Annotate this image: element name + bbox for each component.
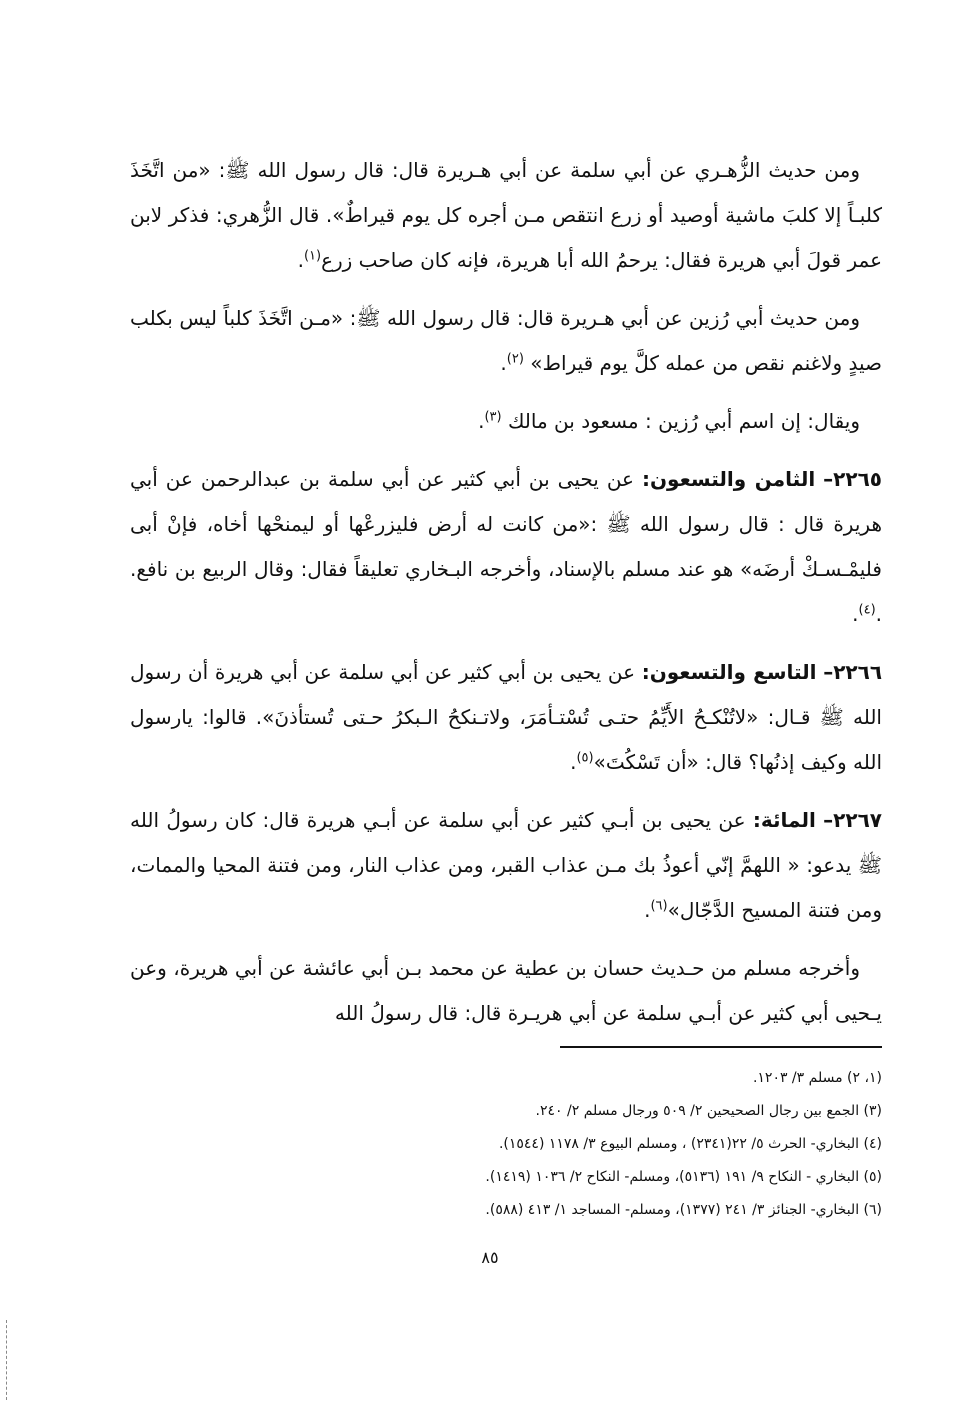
paragraph-razin-name: ويقال: إن اسم أبي رُزين : مسعود بن مالك $^{(٣)}$. [478,409,860,433]
hadith-number: ٢٢٦٧– [823,808,882,832]
hadith-2267: ٢٢٦٧– المائة: عن يحيى بن أبـي كثير عن أبي سلمة عن أبـي هريرة قال: كان رسولُ الله ﷺ يدعو: « اللهمَّ إنّي أعوذُ بك مـن عذاب القبر، ومن عذاب النار، ومن فتنة المحيا والممات، ومن فتنة المسيح الدَّجّال»$^{(٦)}$. [130,808,882,922]
hadith-number: ٢٢٦٦– [823,660,883,684]
footnote-ref: (٣) [484,409,502,425]
paragraph-muslim-ref [130,946,882,1036]
hadith-text: عن يحيى بن أبي كثير عن أبي سلمة بن عبدالرحمن عن أبي هريرة قال : قال رسول الله ﷺ :«من كانت له أرض فليزرعْها أو ليمنحْها أخاه، فإنْ أبى فليمْـسـكْ أرضَه» هو عند مسلم بالإسناد، وأخرجه البـخاري تعليقاً فقال: وقال الربيع بن نافع. . [130,467,882,626]
footnotes [300,1062,882,1227]
hadith-text: عن يحيى بن أبـي كثير عن أبي سلمة عن أبـي هريرة قال: كان رسولُ الله ﷺ يدعو: « اللهمَّ إنّي أعوذُ بك مـن عذاب القبر، ومن عذاب النار، ومن فتنة المحيا والممات، ومن فتنة المسيح الدَّجّال» [130,808,882,922]
paragraph-text: ومن حديث الزُّهـري عن أبي سلمة عن أبي هـريرة قال: قال رسول الله ﷺ: «من اتَّخَذَ كلبـاً إلا كلبَ ماشية أوصيد أو زرع انتقص مـن أجره كل يوم قيراطٌ». قال الزُّهري: فذكر لابن عمر قولَ أبي هريرة فقال: يرحمُ الله أبا هريرة، فإنه كان صاحب زرع [130,158,882,272]
footnote-item: (٤) البخاري- الحرث ٥/ ٢٢(٢٣٤١) ، ومسلم البيوع ٣/ ١١٧٨ (١٥٤٤). [498,1136,882,1152]
hadith-title: الثامن والتسعون: [641,467,816,491]
footnote-ref: (٦) [650,898,668,914]
hadith-number: ٢٢٦٥– [823,467,882,491]
footnote-ref: (١) [303,248,322,264]
footnote-ref: (٢) [506,351,524,367]
footnote-item: (٣) الجمع بين رجال الصحيحين ٢/ ٥٠٩ ورجال مسلم ٢/ ٢٤٠. [535,1103,882,1119]
page-number: ٨٥ [481,1248,499,1267]
main-text [130,148,882,1049]
scan-edge-mark [6,1320,7,1400]
footnote-ref: (٤) [858,602,876,618]
footnote-ref: (٥) [576,750,594,766]
hadith-text: عن يحيى بن أبي كثير عن أبي سلمة عن أبي هريرة أن رسول الله ﷺ قـال: «لاتُنْكـحُ الأَيِّمُ حتـى تُسْتـأمَرَ، ولاتـنكحُ الـبكرُ حـتى تُستأذنَ». قالوا: يارسول الله وكيف إذنُها؟ قال: «أن تَسْكُتَ» [130,660,882,774]
paragraph-text: وأخرجه مسلم من حـديث حسان بن عطية عن محمد بـن أبي عائشة عن أبي هريرة، وعن يـحيى أبي كثير عن أبـي سلمة عن أبي هريـرة قال: قال رسولُ الله [130,956,882,1025]
hadith-title: التاسع والتسعون: [641,660,817,684]
paragraph-text: ويقال: إن اسم أبي رُزين : مسعود بن مالك [507,409,860,433]
hadith-title: المائة: [752,808,816,832]
footnote-item: (١، ٢) مسلم ٣/ ١٢٠٣. [752,1070,882,1086]
hadith-2265: ٢٢٦٥– الثامن والتسعون: عن يحيى بن أبي كثير عن أبي سلمة بن عبدالرحمن عن أبي هريرة قال : قال رسول الله ﷺ :«من كانت له أرض فليزرعْها أو ليمنحْها أخاه، فإنْ أبى فليمْـسـكْ أرضَه» هو عند مسلم بالإسناد، وأخرجه البـخاري تعليقاً فقال: وقال الربيع بن نافع. .$^{(٤)}$. [130,467,882,626]
paragraph-zuhri: ومن حديث الزُّهـري عن أبي سلمة عن أبي هـريرة قال: قال رسول الله ﷺ: «من اتَّخَذَ كلبـاً إلا كلبَ ماشية أوصيد أو زرع انتقص مـن أجره كل يوم قيراطٌ». قال الزُّهري: فذكر لابن عمر قولَ أبي هريرة فقال: يرحمُ الله أبا هريرة، فإنه كان صاحب زرع$^{(١)}$. [130,158,882,272]
footnote-item: (٦) البخاري- الجنائز ٣/ ٢٤١ (١٣٧٧)، ومسلم- المساجد ١/ ٤١٣ (٥٨٨). [485,1202,882,1218]
footnote-divider [560,1046,882,1048]
paragraph-text: ومن حديث أبي رُزين عن أبي هـريرة قال: قال رسول الله ﷺ: «مـن اتَّخَذَ كلباً ليس بكلب صيدٍ ولاغنم نقص من عمله كلَّ يوم قيراط» [130,306,882,375]
paragraph-abi-razin: ومن حديث أبي رُزين عن أبي هـريرة قال: قال رسول الله ﷺ: «مـن اتَّخَذَ كلباً ليس بكلب صيدٍ ولاغنم نقص من عمله كلَّ يوم قيراط» $^{(٢)}$. [130,306,882,375]
hadith-2266: ٢٢٦٦– التاسع والتسعون: عن يحيى بن أبي كثير عن أبي سلمة عن أبي هريرة أن رسول الله ﷺ قـال: «لاتُنْكـحُ الأَيِّمُ حتـى تُسْتـأمَرَ، ولاتـنكحُ الـبكرُ حـتى تُستأذنَ». قالوا: يارسول الله وكيف إذنُها؟ قال: «أن تَسْكُتَ»$^{(٥)}$. [130,660,883,774]
footnote-item: (٥) البخاري - النكاح ٩/ ١٩١ (٥١٣٦)، ومسلم- النكاح ٢/ ١٠٣٦ (١٤١٩). [485,1169,882,1185]
